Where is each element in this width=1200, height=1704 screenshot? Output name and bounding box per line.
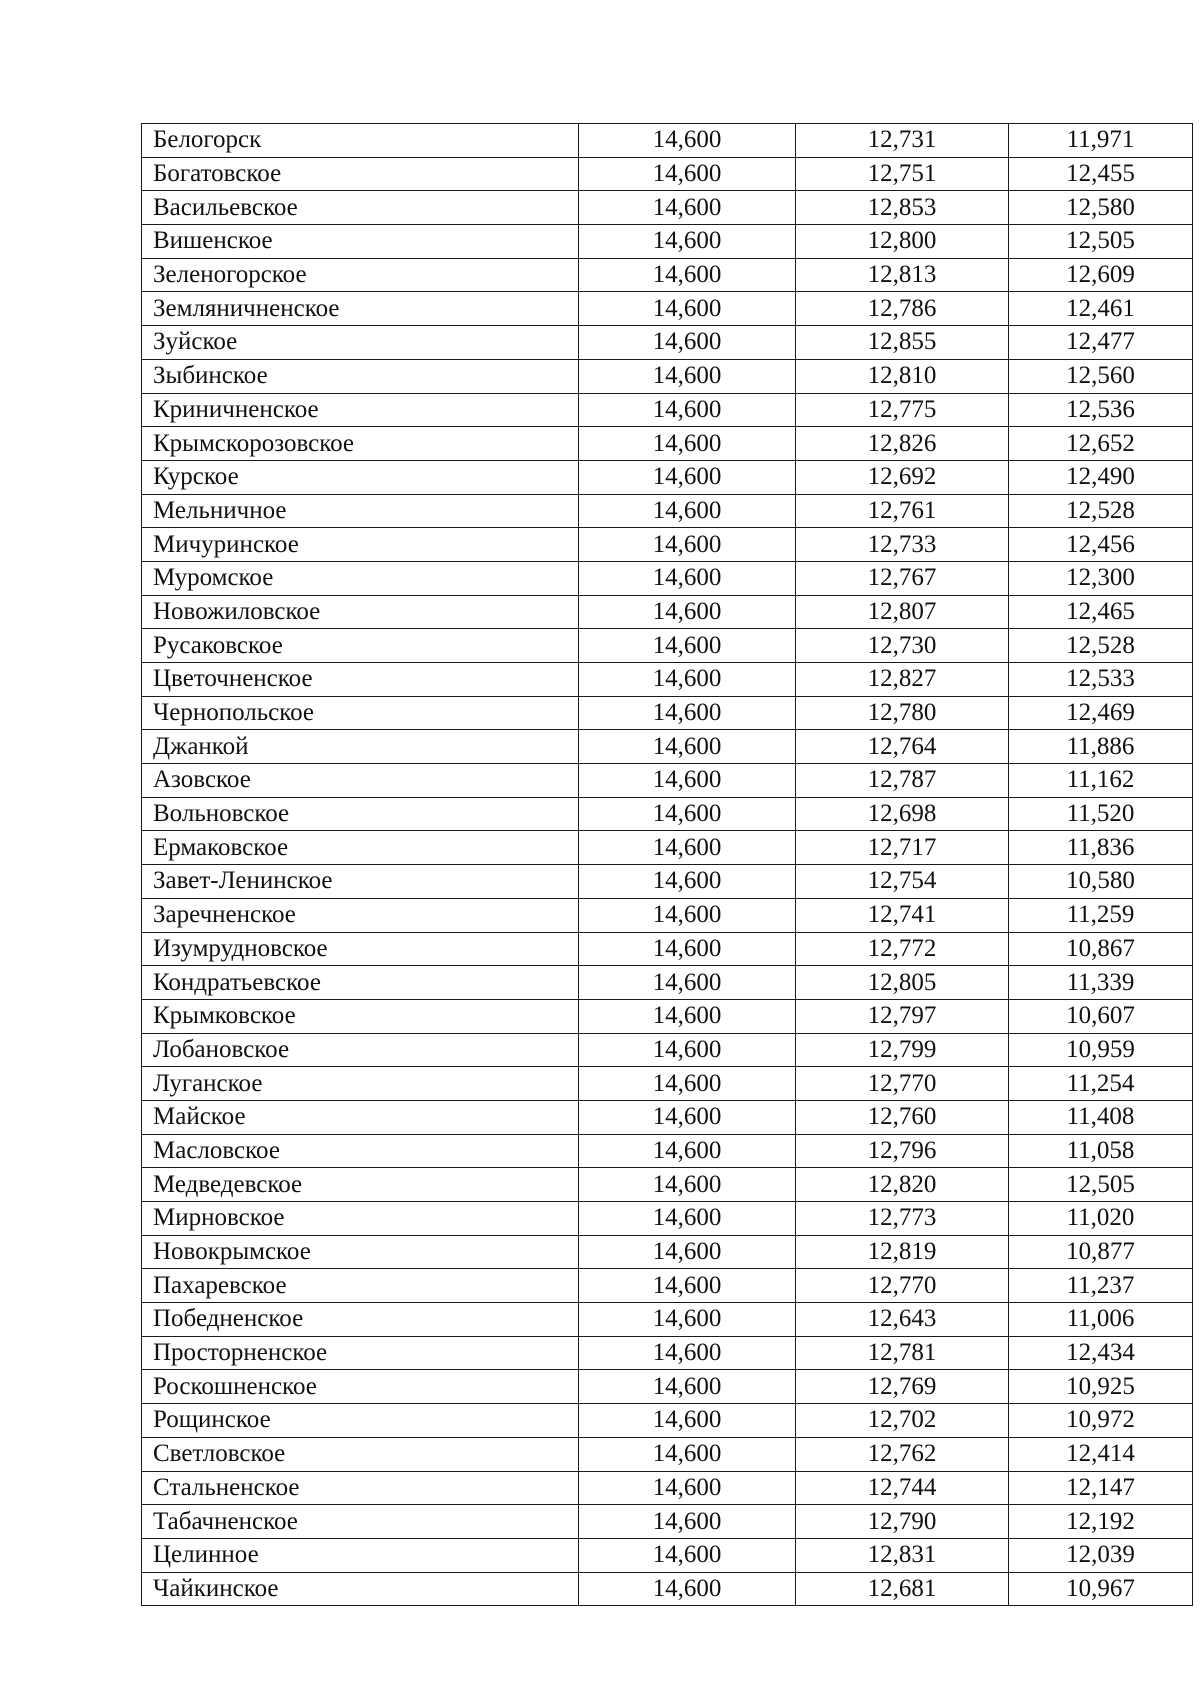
table-row <box>142 460 1193 494</box>
value-cell-2: 12,820 <box>796 1168 1009 1202</box>
value-cell-3: 12,477 <box>1009 326 1193 360</box>
value-cell-1: 14,600 <box>579 966 796 1000</box>
value-cell-3: 12,456 <box>1009 528 1193 562</box>
value-cell-3: 11,259 <box>1009 898 1193 932</box>
settlement-name-cell: Крымковское <box>142 999 579 1033</box>
table-row <box>142 1572 1193 1606</box>
value-cell-1: 14,600 <box>579 1202 796 1236</box>
value-cell-1: 14,600 <box>579 326 796 360</box>
value-cell-3: 11,237 <box>1009 1269 1193 1303</box>
value-cell-3: 12,192 <box>1009 1505 1193 1539</box>
table-row <box>142 696 1193 730</box>
table-row <box>142 629 1193 663</box>
value-cell-1: 14,600 <box>579 764 796 798</box>
value-cell-1: 14,600 <box>579 561 796 595</box>
table-row <box>142 258 1193 292</box>
value-cell-2: 12,813 <box>796 258 1009 292</box>
table-row <box>142 1033 1193 1067</box>
table-row <box>142 1471 1193 1505</box>
table-row <box>142 797 1193 831</box>
table-row <box>142 1168 1193 1202</box>
table-body <box>142 124 1193 1606</box>
value-cell-1: 14,600 <box>579 629 796 663</box>
value-cell-2: 12,762 <box>796 1437 1009 1471</box>
value-cell-3: 11,408 <box>1009 1100 1193 1134</box>
value-cell-1: 14,600 <box>579 124 796 158</box>
value-cell-1: 14,600 <box>579 1134 796 1168</box>
value-cell-3: 12,461 <box>1009 292 1193 326</box>
value-cell-2: 12,855 <box>796 326 1009 360</box>
value-cell-2: 12,781 <box>796 1336 1009 1370</box>
table-row <box>142 427 1193 461</box>
table-row <box>142 764 1193 798</box>
value-cell-1: 14,600 <box>579 797 796 831</box>
value-cell-2: 12,733 <box>796 528 1009 562</box>
table-row <box>142 561 1193 595</box>
settlement-name-cell: Заречненское <box>142 898 579 932</box>
table-row <box>142 528 1193 562</box>
value-cell-2: 12,767 <box>796 561 1009 595</box>
settlement-name-cell: Зеленогорское <box>142 258 579 292</box>
value-cell-3: 12,652 <box>1009 427 1193 461</box>
table-row <box>142 494 1193 528</box>
value-cell-2: 12,730 <box>796 629 1009 663</box>
value-cell-1: 14,600 <box>579 1404 796 1438</box>
settlement-name-cell: Земляничненское <box>142 292 579 326</box>
settlement-name-cell: Чайкинское <box>142 1572 579 1606</box>
settlement-name-cell: Роскошненское <box>142 1370 579 1404</box>
value-cell-3: 11,339 <box>1009 966 1193 1000</box>
value-cell-3: 12,536 <box>1009 393 1193 427</box>
value-cell-1: 14,600 <box>579 696 796 730</box>
value-cell-3: 12,469 <box>1009 696 1193 730</box>
value-cell-3: 11,006 <box>1009 1303 1193 1337</box>
value-cell-2: 12,772 <box>796 932 1009 966</box>
value-cell-1: 14,600 <box>579 1303 796 1337</box>
value-cell-3: 12,300 <box>1009 561 1193 595</box>
table-row <box>142 1202 1193 1236</box>
value-cell-2: 12,800 <box>796 225 1009 259</box>
value-cell-1: 14,600 <box>579 595 796 629</box>
table-row <box>142 157 1193 191</box>
table-row <box>142 1505 1193 1539</box>
settlement-name-cell: Вольновское <box>142 797 579 831</box>
table-row <box>142 1437 1193 1471</box>
table-row <box>142 663 1193 697</box>
settlement-name-cell: Целинное <box>142 1538 579 1572</box>
table-row <box>142 359 1193 393</box>
value-cell-3: 11,886 <box>1009 730 1193 764</box>
table-row <box>142 730 1193 764</box>
value-cell-2: 12,770 <box>796 1269 1009 1303</box>
value-cell-3: 12,147 <box>1009 1471 1193 1505</box>
value-cell-1: 14,600 <box>579 1471 796 1505</box>
value-cell-3: 12,533 <box>1009 663 1193 697</box>
value-cell-1: 14,600 <box>579 1235 796 1269</box>
value-cell-2: 12,786 <box>796 292 1009 326</box>
table-row <box>142 1336 1193 1370</box>
table-row <box>142 898 1193 932</box>
value-cell-3: 10,972 <box>1009 1404 1193 1438</box>
table-row <box>142 1134 1193 1168</box>
value-cell-1: 14,600 <box>579 494 796 528</box>
value-cell-2: 12,826 <box>796 427 1009 461</box>
value-cell-2: 12,780 <box>796 696 1009 730</box>
settlement-name-cell: Медведевское <box>142 1168 579 1202</box>
value-cell-2: 12,805 <box>796 966 1009 1000</box>
table-row <box>142 1235 1193 1269</box>
settlement-name-cell: Азовское <box>142 764 579 798</box>
value-cell-1: 14,600 <box>579 292 796 326</box>
value-cell-1: 14,600 <box>579 1269 796 1303</box>
value-cell-3: 12,528 <box>1009 494 1193 528</box>
value-cell-2: 12,754 <box>796 865 1009 899</box>
value-cell-1: 14,600 <box>579 1505 796 1539</box>
value-cell-1: 14,600 <box>579 1572 796 1606</box>
settlement-name-cell: Рощинское <box>142 1404 579 1438</box>
value-cell-1: 14,600 <box>579 359 796 393</box>
value-cell-3: 10,925 <box>1009 1370 1193 1404</box>
value-cell-1: 14,600 <box>579 1067 796 1101</box>
table-row <box>142 1067 1193 1101</box>
settlement-name-cell: Мельничное <box>142 494 579 528</box>
settlement-name-cell: Русаковское <box>142 629 579 663</box>
table-row <box>142 225 1193 259</box>
settlement-name-cell: Мирновское <box>142 1202 579 1236</box>
value-cell-2: 12,681 <box>796 1572 1009 1606</box>
settlement-name-cell: Крымскорозовское <box>142 427 579 461</box>
value-cell-2: 12,643 <box>796 1303 1009 1337</box>
value-cell-2: 12,702 <box>796 1404 1009 1438</box>
table-row <box>142 831 1193 865</box>
value-cell-3: 12,528 <box>1009 629 1193 663</box>
value-cell-1: 14,600 <box>579 460 796 494</box>
value-cell-3: 12,609 <box>1009 258 1193 292</box>
table-row <box>142 595 1193 629</box>
value-cell-2: 12,731 <box>796 124 1009 158</box>
value-cell-1: 14,600 <box>579 865 796 899</box>
settlement-name-cell: Цветочненское <box>142 663 579 697</box>
value-cell-2: 12,692 <box>796 460 1009 494</box>
value-cell-3: 12,434 <box>1009 1336 1193 1370</box>
value-cell-2: 12,796 <box>796 1134 1009 1168</box>
value-cell-3: 10,967 <box>1009 1572 1193 1606</box>
settlement-name-cell: Васильевское <box>142 191 579 225</box>
value-cell-1: 14,600 <box>579 932 796 966</box>
table-row <box>142 1100 1193 1134</box>
value-cell-1: 14,600 <box>579 1437 796 1471</box>
table-row <box>142 393 1193 427</box>
value-cell-3: 12,580 <box>1009 191 1193 225</box>
value-cell-3: 11,058 <box>1009 1134 1193 1168</box>
settlement-name-cell: Новожиловское <box>142 595 579 629</box>
settlement-name-cell: Пахаревское <box>142 1269 579 1303</box>
table-row <box>142 1538 1193 1572</box>
value-cell-1: 14,600 <box>579 1033 796 1067</box>
value-cell-1: 14,600 <box>579 831 796 865</box>
value-cell-1: 14,600 <box>579 1370 796 1404</box>
value-cell-3: 12,490 <box>1009 460 1193 494</box>
table-row <box>142 1404 1193 1438</box>
settlement-name-cell: Джанкой <box>142 730 579 764</box>
settlement-name-cell: Богатовское <box>142 157 579 191</box>
value-cell-1: 14,600 <box>579 427 796 461</box>
settlement-name-cell: Вишенское <box>142 225 579 259</box>
value-cell-2: 12,819 <box>796 1235 1009 1269</box>
settlement-name-cell: Зыбинское <box>142 359 579 393</box>
table-row <box>142 191 1193 225</box>
value-cell-3: 12,505 <box>1009 1168 1193 1202</box>
value-cell-2: 12,698 <box>796 797 1009 831</box>
settlement-name-cell: Зуйское <box>142 326 579 360</box>
settlement-name-cell: Изумрудновское <box>142 932 579 966</box>
value-cell-1: 14,600 <box>579 1538 796 1572</box>
value-cell-3: 11,254 <box>1009 1067 1193 1101</box>
value-cell-3: 11,020 <box>1009 1202 1193 1236</box>
value-cell-3: 12,505 <box>1009 225 1193 259</box>
value-cell-2: 12,797 <box>796 999 1009 1033</box>
value-cell-1: 14,600 <box>579 1100 796 1134</box>
settlement-name-cell: Табачненское <box>142 1505 579 1539</box>
value-cell-2: 12,764 <box>796 730 1009 764</box>
value-cell-3: 10,580 <box>1009 865 1193 899</box>
value-cell-3: 12,465 <box>1009 595 1193 629</box>
value-cell-2: 12,831 <box>796 1538 1009 1572</box>
value-cell-1: 14,600 <box>579 258 796 292</box>
value-cell-2: 12,773 <box>796 1202 1009 1236</box>
settlement-name-cell: Майское <box>142 1100 579 1134</box>
value-cell-3: 11,520 <box>1009 797 1193 831</box>
value-cell-1: 14,600 <box>579 1168 796 1202</box>
value-cell-3: 12,455 <box>1009 157 1193 191</box>
settlement-name-cell: Победненское <box>142 1303 579 1337</box>
table-row <box>142 326 1193 360</box>
value-cell-3: 10,867 <box>1009 932 1193 966</box>
settlement-name-cell: Луганское <box>142 1067 579 1101</box>
value-cell-1: 14,600 <box>579 393 796 427</box>
value-cell-2: 12,741 <box>796 898 1009 932</box>
value-cell-2: 12,761 <box>796 494 1009 528</box>
settlement-name-cell: Кондратьевское <box>142 966 579 1000</box>
settlement-name-cell: Чернопольское <box>142 696 579 730</box>
table-row <box>142 966 1193 1000</box>
value-cell-2: 12,787 <box>796 764 1009 798</box>
data-table <box>141 123 1193 1606</box>
value-cell-2: 12,760 <box>796 1100 1009 1134</box>
table-row <box>142 124 1193 158</box>
value-cell-1: 14,600 <box>579 999 796 1033</box>
value-cell-1: 14,600 <box>579 225 796 259</box>
table-row <box>142 999 1193 1033</box>
table-row <box>142 1269 1193 1303</box>
value-cell-2: 12,769 <box>796 1370 1009 1404</box>
value-cell-2: 12,751 <box>796 157 1009 191</box>
settlement-name-cell: Стальненское <box>142 1471 579 1505</box>
value-cell-3: 12,414 <box>1009 1437 1193 1471</box>
value-cell-1: 14,600 <box>579 157 796 191</box>
value-cell-2: 12,775 <box>796 393 1009 427</box>
settlement-name-cell: Масловское <box>142 1134 579 1168</box>
value-cell-2: 12,853 <box>796 191 1009 225</box>
value-cell-2: 12,807 <box>796 595 1009 629</box>
value-cell-3: 10,607 <box>1009 999 1193 1033</box>
settlement-name-cell: Светловское <box>142 1437 579 1471</box>
table-row <box>142 1370 1193 1404</box>
settlement-name-cell: Просторненское <box>142 1336 579 1370</box>
table-row <box>142 932 1193 966</box>
value-cell-3: 10,877 <box>1009 1235 1193 1269</box>
value-cell-2: 12,790 <box>796 1505 1009 1539</box>
table-row <box>142 1303 1193 1337</box>
value-cell-3: 12,039 <box>1009 1538 1193 1572</box>
value-cell-1: 14,600 <box>579 1336 796 1370</box>
table-row <box>142 865 1193 899</box>
value-cell-3: 11,836 <box>1009 831 1193 865</box>
value-cell-3: 10,959 <box>1009 1033 1193 1067</box>
value-cell-2: 12,810 <box>796 359 1009 393</box>
value-cell-3: 11,162 <box>1009 764 1193 798</box>
settlement-name-cell: Лобановское <box>142 1033 579 1067</box>
value-cell-1: 14,600 <box>579 898 796 932</box>
value-cell-2: 12,827 <box>796 663 1009 697</box>
settlement-name-cell: Новокрымское <box>142 1235 579 1269</box>
value-cell-1: 14,600 <box>579 528 796 562</box>
settlement-name-cell: Ермаковское <box>142 831 579 865</box>
value-cell-1: 14,600 <box>579 191 796 225</box>
value-cell-2: 12,799 <box>796 1033 1009 1067</box>
value-cell-1: 14,600 <box>579 730 796 764</box>
settlement-name-cell: Курское <box>142 460 579 494</box>
settlement-name-cell: Муромское <box>142 561 579 595</box>
settlement-name-cell: Завет-Ленинское <box>142 865 579 899</box>
settlement-name-cell: Белогорск <box>142 124 579 158</box>
value-cell-3: 12,560 <box>1009 359 1193 393</box>
value-cell-2: 12,744 <box>796 1471 1009 1505</box>
table-row <box>142 292 1193 326</box>
value-cell-3: 11,971 <box>1009 124 1193 158</box>
settlement-name-cell: Мичуринское <box>142 528 579 562</box>
value-cell-2: 12,770 <box>796 1067 1009 1101</box>
value-cell-1: 14,600 <box>579 663 796 697</box>
settlement-name-cell: Криничненское <box>142 393 579 427</box>
value-cell-2: 12,717 <box>796 831 1009 865</box>
